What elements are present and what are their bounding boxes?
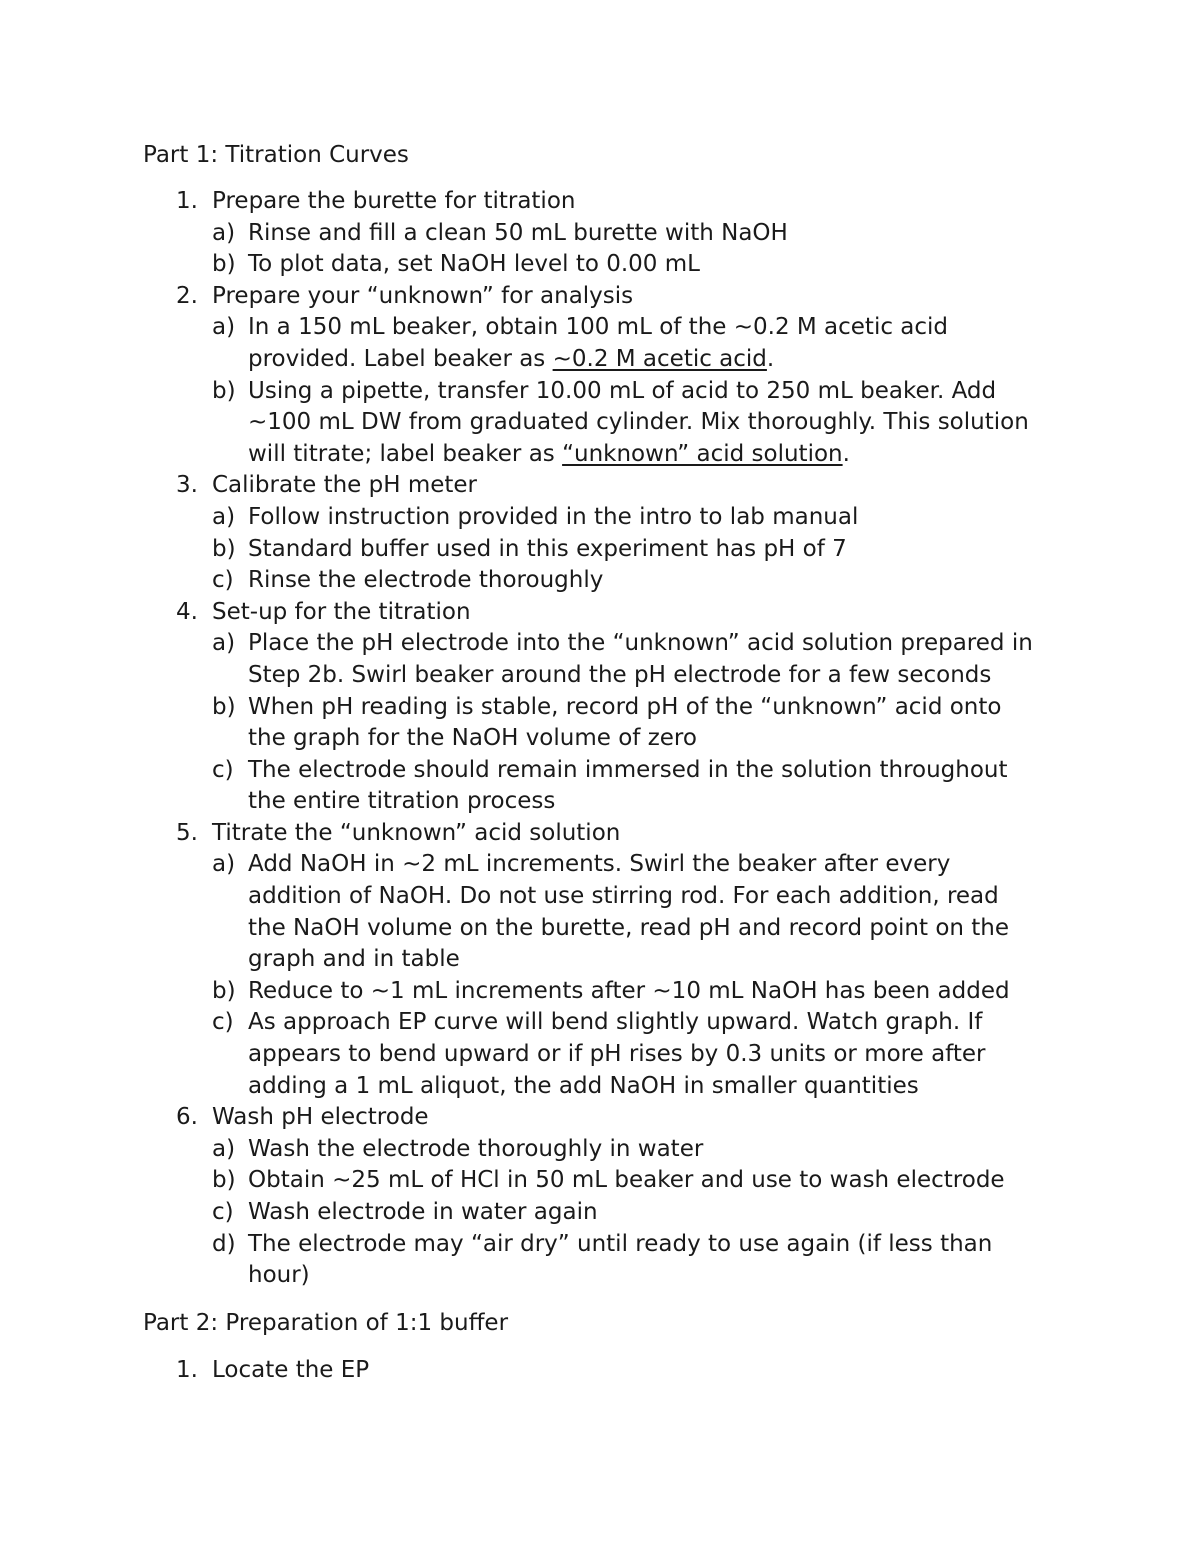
substep-text: Rinse and fill a clean 50 mL burette with NaOH (248, 219, 788, 246)
substep-letter: c) (212, 1199, 234, 1225)
step-number: 6. (176, 1104, 198, 1131)
substep-text: Reduce to ~1 mL increments after ~10 mL NaOH has been added (248, 977, 1010, 1004)
substep-letter: b) (212, 977, 236, 1004)
substep-letter: d) (212, 1230, 236, 1257)
substep-1b (0, 249, 1058, 281)
substep-text: To plot data, set NaOH level to 0.00 mL (248, 251, 700, 278)
substep-3a (0, 502, 1058, 534)
substep-text: hour) (248, 1262, 310, 1289)
substep-text: Place the pH electrode into the “unknown” acid solution prepared in (248, 630, 1033, 657)
substep-text: Using a pipette, transfer 10.00 mL of acid to 250 mL beaker. Add (248, 377, 997, 404)
substep-letter: b) (212, 251, 236, 278)
step-label: Prepare your “unknown” for analysis (212, 282, 634, 309)
substep-5a (0, 849, 1058, 975)
underlined-label: “unknown” acid solution (562, 440, 843, 467)
substep-text: Step 2b. Swirl beaker around the pH electrode for a few seconds (248, 661, 992, 688)
substep-text: Rinse the electrode thoroughly (248, 567, 604, 594)
step-4 (0, 597, 1058, 818)
substep-text: Obtain ~25 mL of HCl in 50 mL beaker and use to wash electrode (248, 1167, 1005, 1194)
substep-text: appears to bend upward or if pH rises by 0.3 units or more after (248, 1041, 986, 1068)
substep-letter: a) (212, 851, 236, 878)
substep-text: Standard buffer used in this experiment has pH of 7 (248, 535, 847, 562)
substep-text: adding a 1 mL aliquot, the add NaOH in smaller quantities (248, 1072, 919, 1099)
step-label: Locate the EP (212, 1357, 370, 1383)
underlined-label: ~0.2 M acetic acid (552, 345, 767, 372)
part2-heading: Part 2: Preparation of 1:1 buffer (143, 1310, 509, 1336)
substep-text-line (248, 344, 1058, 376)
substep-6d (0, 1229, 1058, 1292)
substep-letter: b) (212, 693, 236, 720)
substep-5b (0, 976, 1058, 1008)
step-number: 3. (176, 472, 198, 499)
step-label: Prepare the burette for titration (212, 188, 576, 214)
substep-6c (0, 1197, 1058, 1229)
step-number: 1. (176, 188, 198, 214)
substep-letter: c) (212, 756, 234, 783)
substep-text: graph and in table (248, 946, 460, 973)
step-label: Wash pH electrode (212, 1104, 429, 1131)
substep-letter: a) (212, 1135, 236, 1162)
step-number: 5. (176, 819, 198, 846)
step-number: 2. (176, 282, 198, 309)
substep-text: the graph for the NaOH volume of zero (248, 725, 697, 752)
substep-2a (0, 312, 1058, 375)
substep-letter: b) (212, 1167, 236, 1194)
step-2 (0, 281, 1058, 471)
substep-5c (0, 1007, 1058, 1102)
substep-text: Add NaOH in ~2 mL increments. Swirl the beaker after every (248, 851, 951, 878)
text-run: . (766, 345, 775, 372)
step-1 (0, 186, 1058, 281)
substep-text: ~100 mL DW from graduated cylinder. Mix thoroughly. This solution (248, 409, 1029, 436)
part1-heading: Part 1: Titration Curves (143, 142, 409, 168)
substep-text: Wash electrode in water again (248, 1199, 598, 1225)
substep-text: The electrode should remain immersed in the solution throughout (248, 756, 1008, 783)
step-6 (0, 1102, 1058, 1292)
substep-3b (0, 534, 1058, 566)
text-run: . (842, 440, 850, 467)
text-run: will titrate; label beaker as (248, 440, 563, 467)
substep-text: In a 150 mL beaker, obtain 100 mL of the ~0.2 M acetic acid (248, 314, 949, 341)
substep-letter: a) (212, 503, 236, 530)
substep-4a (0, 628, 1058, 691)
substep-letter: a) (212, 219, 236, 246)
substep-letter: c) (212, 567, 234, 594)
step-number: 4. (176, 598, 198, 625)
step-label: Calibrate the pH meter (212, 472, 478, 499)
substep-3c (0, 565, 1058, 597)
substep-6b (0, 1165, 1058, 1197)
substep-letter: c) (212, 1009, 234, 1036)
substep-letter: b) (212, 377, 236, 404)
part2-step-1 (0, 1355, 369, 1387)
substep-text: Wash the electrode thoroughly in water (248, 1135, 704, 1162)
step-5 (0, 818, 1058, 1102)
step-3 (0, 470, 1058, 596)
substep-4c (0, 755, 1058, 818)
substep-letter: b) (212, 535, 236, 562)
substep-4b (0, 692, 1058, 755)
substep-text: the NaOH volume on the burette, read pH and record point on the (248, 914, 1010, 941)
substep-text: Follow instruction provided in the intro to lab manual (248, 503, 859, 530)
substep-text: the entire titration process (248, 788, 556, 815)
substep-text: The electrode may “air dry” until ready to use again (if less than (248, 1230, 993, 1257)
text-run: provided. Label beaker as (248, 345, 553, 372)
substep-text-line (248, 439, 1058, 471)
substep-text: As approach EP curve will bend slightly upward. Watch graph. If (248, 1009, 983, 1036)
substep-text: When pH reading is stable, record pH of the “unknown” acid onto (248, 693, 1002, 720)
step-label: Set-up for the titration (212, 598, 471, 625)
part1-step-list (0, 186, 1058, 1292)
step-label: Titrate the “unknown” acid solution (212, 819, 621, 846)
substep-text: addition of NaOH. Do not use stirring rod. For each addition, read (248, 883, 999, 910)
substep-letter: a) (212, 630, 236, 657)
substep-1a (0, 218, 1058, 250)
substep-letter: a) (212, 314, 236, 341)
substep-6a (0, 1134, 1058, 1166)
substep-2b (0, 376, 1058, 471)
step-number: 1. (176, 1357, 198, 1383)
part2-step-list (0, 1355, 369, 1387)
